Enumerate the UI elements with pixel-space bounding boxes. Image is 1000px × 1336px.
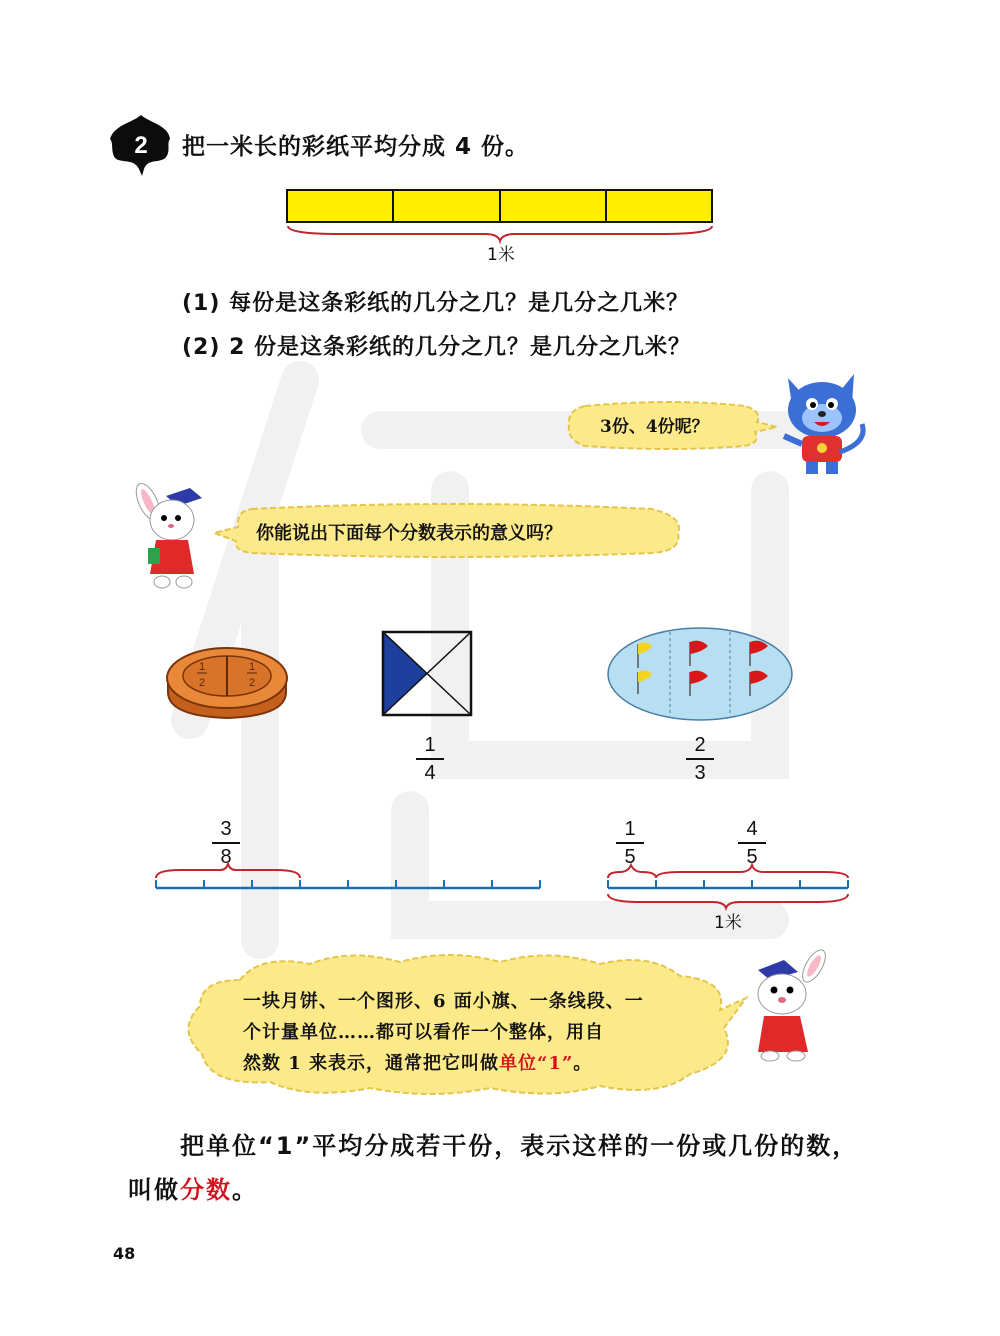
svg-text:1: 1 <box>198 661 206 673</box>
denominator: 4 <box>424 762 436 784</box>
svg-text:2: 2 <box>248 677 256 689</box>
brace-three-eighths <box>156 864 300 878</box>
numerator: 3 <box>220 818 232 840</box>
denominator: 3 <box>694 762 706 784</box>
cat-mascot-illustration <box>778 372 873 484</box>
brace-four-fifths <box>656 865 848 878</box>
fraction-term-highlight: 分数 <box>180 1176 232 1204</box>
rabbit-bubble-text: 你能说出下面每个分数表示的意义吗？ <box>256 523 562 544</box>
fraction-one-fifth <box>610 818 650 868</box>
example-number: 2 <box>134 132 148 159</box>
brace-whole <box>608 894 848 908</box>
denominator: 5 <box>746 846 758 868</box>
question-2: (2) 2 份是这条彩纸的几分之几？是几分之几米？ <box>182 335 692 360</box>
definition-line-2: 叫做分数。 <box>128 1176 258 1204</box>
numerator: 2 <box>694 734 706 756</box>
denominator: 5 <box>624 846 636 868</box>
strip-length-label: 1米 <box>487 245 515 265</box>
svg-text:1: 1 <box>248 661 256 673</box>
svg-text:2: 2 <box>198 677 206 689</box>
brace-one-fifth <box>608 865 656 878</box>
mooncake-illustration <box>160 640 295 725</box>
explanation-line-2: 个计量单位……都可以看作一个整体，用自 <box>243 1022 604 1043</box>
square-quarter-shaded <box>380 629 475 719</box>
line-segment-eighths <box>150 862 550 898</box>
unit-one-highlight: 单位“1” <box>499 1053 574 1074</box>
question-1: (1) 每份是这条彩纸的几分之几？是几分之几米？ <box>182 291 690 316</box>
page-number: 48 <box>113 1244 136 1263</box>
numerator: 4 <box>746 818 758 840</box>
explanation-text <box>243 986 693 1079</box>
rabbit-mascot-illustration-2 <box>748 948 838 1063</box>
segment-length-label: 1米 <box>714 913 742 933</box>
fraction-four-fifths <box>732 818 772 868</box>
rabbit-mascot-illustration <box>126 480 212 592</box>
strip-brace <box>288 226 712 241</box>
fraction-one-quarter <box>410 734 450 784</box>
definition-line-1: 把单位“1”平均分成若干份，表示这样的一份或几份的数， <box>180 1132 859 1160</box>
explanation-line-3: 然数 1 来表示，通常把它叫做单位“1”。 <box>243 1053 593 1074</box>
explanation-line-1: 一块月饼、一个图形、6 面小旗、一条线段、一 <box>243 991 644 1012</box>
denominator: 8 <box>220 846 232 868</box>
example-title: 把一米长的彩纸平均分成 4 份。 <box>182 134 530 160</box>
line-segment-fifths <box>600 862 860 912</box>
example-number-badge <box>108 113 174 177</box>
fraction-three-eighths <box>206 818 246 868</box>
cat-bubble-text: 3份、4份呢？ <box>600 417 709 437</box>
numerator: 1 <box>624 818 636 840</box>
flags-group-illustration <box>604 624 796 724</box>
numerator: 1 <box>424 734 436 756</box>
fraction-two-thirds <box>680 734 720 784</box>
